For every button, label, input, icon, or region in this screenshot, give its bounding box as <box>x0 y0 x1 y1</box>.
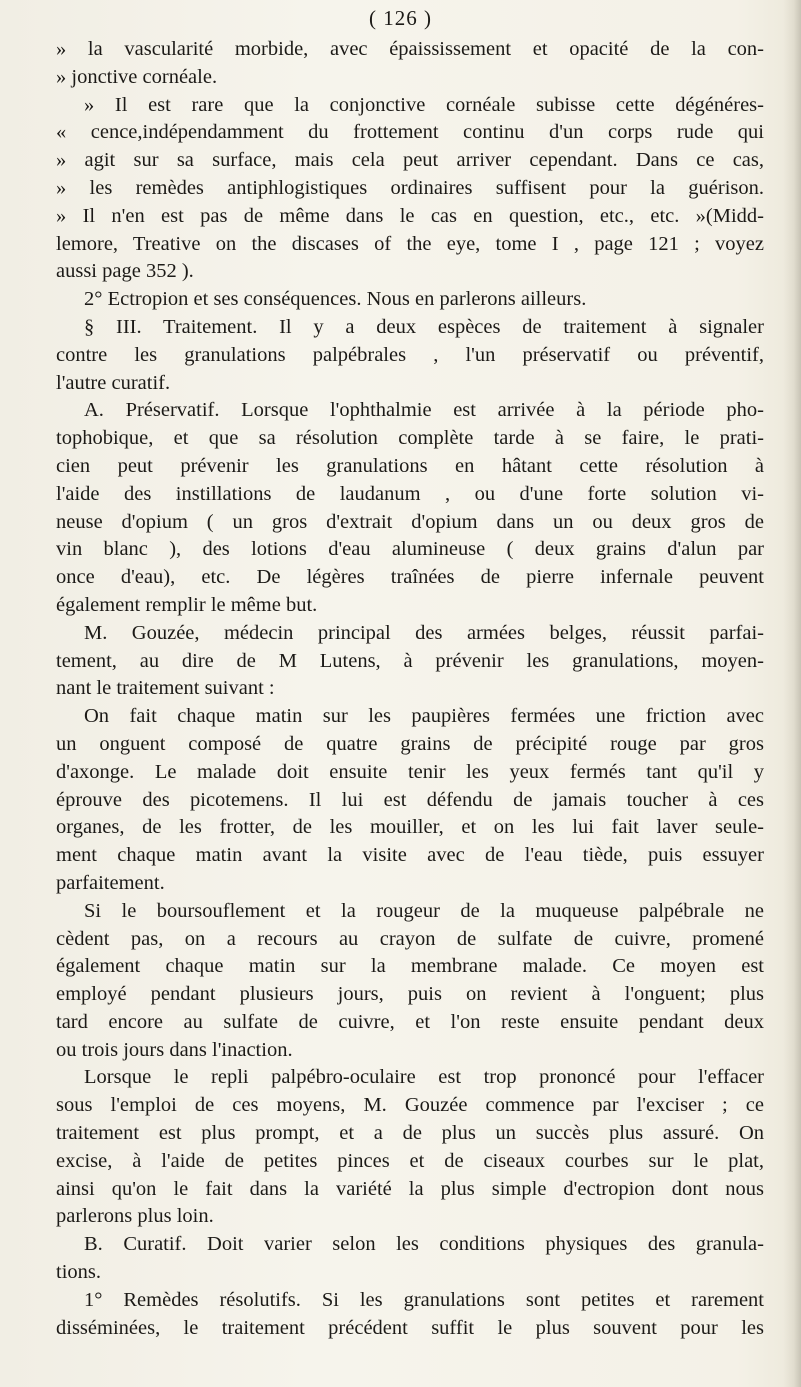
text-line: aussi page 352 ). <box>56 260 194 283</box>
page-edge-shadow <box>783 0 801 1387</box>
text-line: lemore, Treative on the discases of the eye, tome I , page 121 ; voyez <box>56 232 764 255</box>
text-line: également chaque matin sur la membrane malade. Ce moyen est <box>56 955 764 978</box>
text-line: On fait chaque matin sur les paupières fermées une friction avec <box>84 705 764 728</box>
text-line: ainsi qu'on le fait dans la variété la plus simple d'ectropion dont nous <box>56 1177 764 1200</box>
text-line: 1° Remèdes résolutifs. Si les granulations sont petites et rarement <box>84 1288 764 1311</box>
text-line: » agit sur sa surface, mais cela peut arriver cependant. Dans ce cas, <box>56 149 764 172</box>
text-line: excise, à l'aide de petites pinces et de ciseaux courbes sur le plat, <box>56 1149 764 1172</box>
text-line: » Il est rare que la conjonctive cornéale subisse cette dégénéres- <box>84 93 764 116</box>
text-line: 2° Ectropion et ses conséquences. Nous en parlerons ailleurs. <box>84 288 587 311</box>
text-line: » les remèdes antiphlogistiques ordinaires suffisent pour la guérison. <box>56 176 764 199</box>
text-line: d'axonge. Le malade doit ensuite tenir les yeux fermés tant qu'il y <box>56 760 764 783</box>
text-line: ment chaque matin avant la visite avec de l'eau tiède, puis essuyer <box>56 844 764 867</box>
text-line: vin blanc ), des lotions d'eau alumineuse ( deux grains d'alun par <box>56 538 764 561</box>
text-line: ou trois jours dans l'inaction. <box>56 1038 293 1061</box>
text-line: tophobique, et que sa résolution complète tarde à se faire, le prati- <box>56 427 764 450</box>
text-line: organes, de les frotter, de les mouiller, et on les lui fait laver seule- <box>56 816 764 839</box>
text-line: également remplir le même but. <box>56 593 318 616</box>
text-line: M. Gouzée, médecin principal des armées belges, réussit parfai- <box>84 621 764 644</box>
text-line: » la vascularité morbide, avec épaississement et opacité de la con- <box>56 38 764 60</box>
text-line: § III. Traitement. Il y a deux espèces de traitement à signaler <box>84 315 764 338</box>
text-line: cèdent pas, on a recours au crayon de sulfate de cuivre, promené <box>56 927 764 950</box>
text-line: tions. <box>56 1261 101 1284</box>
text-line: cien peut prévenir les granulations en hâtant cette résolution à <box>56 454 764 477</box>
text-line: parlerons plus loin. <box>56 1205 214 1228</box>
text-line: employé pendant plusieurs jours, puis on revient à l'onguent; plus <box>56 983 764 1006</box>
text-line: tard encore au sulfate de cuivre, et l'on reste ensuite pendant deux <box>56 1010 764 1033</box>
text-line: l'aide des instillations de laudanum , ou d'une forte solution vi- <box>56 482 764 505</box>
text-line: nant le traitement suivant : <box>56 677 275 700</box>
text-line: B. Curatif. Doit varier selon les conditions physiques des granula- <box>84 1233 764 1256</box>
text-line: un onguent composé de quatre grains de précipité rouge par gros <box>56 732 764 755</box>
text-line: contre les granulations palpébrales , l'un préservatif ou préventif, <box>56 343 764 366</box>
text-line: A. Préservatif. Lorsque l'ophthalmie est arrivée à la période pho- <box>84 399 764 422</box>
text-line: once d'eau), etc. De légères traînées de pierre infernale peuvent <box>56 566 764 589</box>
text-line: éprouve des picotemens. Il lui est défendu de jamais toucher à ces <box>56 788 764 811</box>
text-line: sous l'emploi de ces moyens, M. Gouzée commence par l'exciser ; ce <box>56 1094 764 1117</box>
body-text <box>56 36 764 1342</box>
text-line: » Il n'en est pas de même dans le cas en question, etc., etc. »(Midd- <box>56 204 764 227</box>
text-line: » jonctive cornéale. <box>56 65 218 88</box>
text-line: traitement est plus prompt, et a de plus un succès plus assuré. On <box>56 1122 764 1145</box>
text-line: « cence,indépendamment du frottement continu d'un corps rude qui <box>56 121 764 144</box>
text-line: Lorsque le repli palpébro-oculaire est trop prononcé pour l'effacer <box>84 1066 764 1089</box>
text-line: tement, au dire de M Lutens, à prévenir les granulations, moyen- <box>56 649 764 672</box>
text-line: parfaitement. <box>56 871 165 894</box>
text-line: neuse d'opium ( un gros d'extrait d'opium dans un ou deux gros de <box>56 510 764 533</box>
page-number: ( 126 ) <box>369 6 432 30</box>
text-line: l'autre curatif. <box>56 371 171 394</box>
text-line: Si le boursouflement et la rougeur de la muqueuse palpébrale ne <box>84 899 764 922</box>
text-line: disséminées, le traitement précédent suffit le plus souvent pour les <box>56 1316 764 1339</box>
